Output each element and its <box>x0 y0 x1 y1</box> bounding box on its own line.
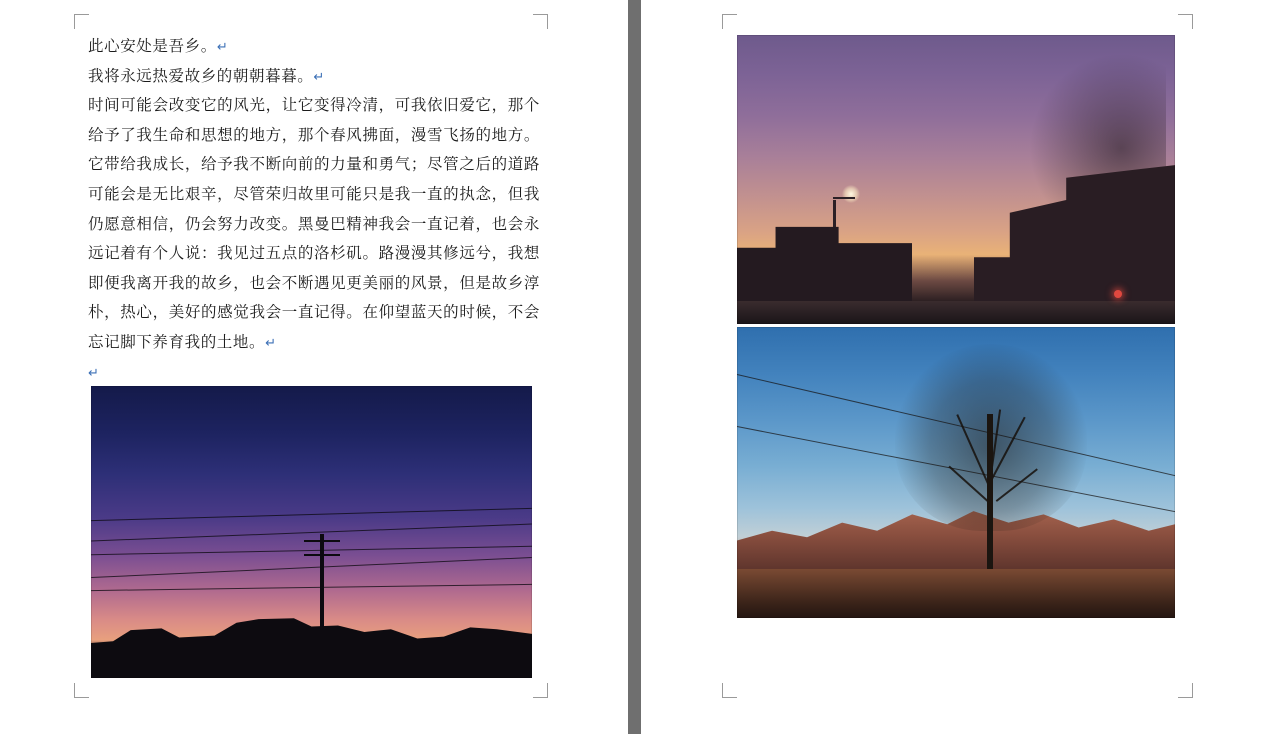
crop-mark-top-left <box>74 14 89 29</box>
crop-mark-bottom-right <box>1178 683 1193 698</box>
paragraph-2[interactable] <box>88 62 540 92</box>
utility-pole <box>320 534 324 630</box>
crop-mark-bottom-left <box>74 683 89 698</box>
rooftops-silhouette <box>91 586 532 678</box>
paragraph-4-empty[interactable] <box>88 358 540 388</box>
power-wire <box>91 524 532 542</box>
photo-street-lamp[interactable] <box>737 35 1175 324</box>
paragraph-mark-2: ↵ <box>313 68 325 84</box>
crop-mark-top-right <box>1178 14 1193 29</box>
paragraph-mark-3: ↵ <box>265 334 277 350</box>
body-text-block[interactable] <box>88 32 540 387</box>
photo-tree-mountain[interactable] <box>737 327 1175 618</box>
crop-mark-bottom-right <box>533 683 548 698</box>
crop-mark-top-left <box>722 14 737 29</box>
paragraph-mark-1: ↵ <box>216 39 229 54</box>
crop-mark-top-right <box>533 14 548 29</box>
power-wire <box>91 557 532 578</box>
paragraph-1[interactable] <box>88 32 540 62</box>
tree-trunk <box>987 414 993 577</box>
paragraph-3[interactable] <box>88 91 540 357</box>
power-wire <box>91 584 532 591</box>
crop-mark-bottom-left <box>722 683 737 698</box>
paragraph-mark-4: ↵ <box>88 364 100 380</box>
foreground-ground <box>737 569 1175 618</box>
photo-dusk-powerlines[interactable] <box>91 386 532 678</box>
left-page <box>0 0 628 734</box>
street-lamp-glow <box>842 185 860 203</box>
power-wire <box>91 508 532 521</box>
paragraph-2-text: 我将永远热爱故乡的朝朝暮暮。 <box>88 67 314 85</box>
road <box>737 301 1175 324</box>
paragraph-1-text: 此心安处是吾乡。 <box>88 38 217 55</box>
page-gutter <box>628 0 641 734</box>
paragraph-3-text: 时间可能会改变它的风光，让它变得冷清，可我依旧爱它，那个给予了我生命和思想的地方，那个春风拂面，漫雪飞扬的地方。它带给我成长，给予我不断向前的力量和勇气；尽管之后的道路可能会是无比艰辛，尽管荣归故里可能只是我一直的执念，但我仍愿意相信，仍会努力改变。黑曼巴精神我会一直记着，也会永远记着有个人说：我见过五点的洛杉矶。路漫漫其修远兮，我想即便我离开我的故乡，也会不断遇见更美丽的风景，但是故乡淳朴，热心，美好的感觉我会一直记得。在仰望蓝天的时候，不会忘记脚下养育我的土地。 <box>88 97 540 351</box>
lamp-arm <box>833 197 855 199</box>
